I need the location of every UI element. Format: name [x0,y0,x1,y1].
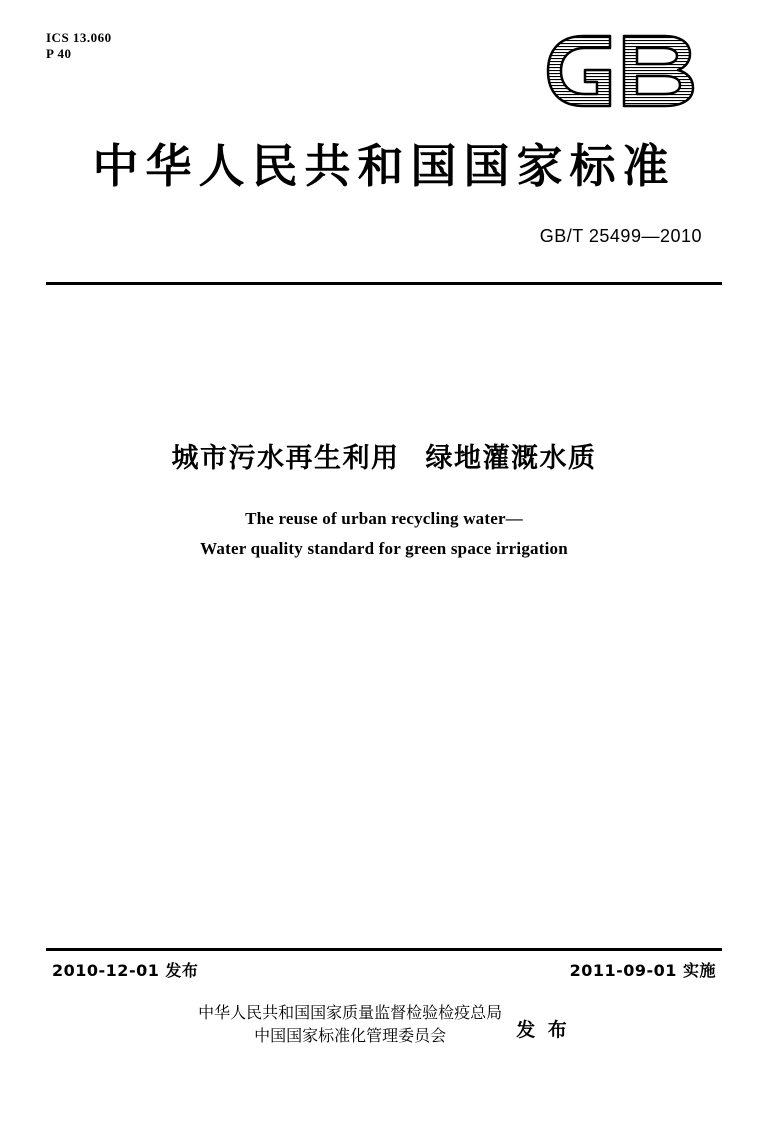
publisher-line2: 中国国家标准化管理委员会 [254,1028,447,1045]
standard-number: GB/T 25499—2010 [539,226,702,246]
issue-date: 2010-12-01 发布 [52,961,199,980]
publisher-line1: 中华人民共和国国家质量监督检验检疫总局 [198,1005,503,1022]
document-title-cn-part2: 绿地灌溉水质 [425,443,597,474]
ics-classification-block [46,30,112,62]
classification-code: P 40 [46,46,72,61]
top-divider [46,282,722,285]
publisher-names [198,1000,502,1046]
document-title-cn [0,436,768,475]
document-title-en [0,504,768,564]
bottom-divider [46,948,722,951]
national-standard-title: 中华人民共和国国家标准 [92,139,676,193]
document-title-cn-part1: 城市污水再生利用 [171,443,400,474]
document-title-en-line1: The reuse of urban recycling water— [245,509,523,528]
publish-verb: 发 布 [516,1019,570,1041]
publisher-block [0,1000,768,1046]
gb-logo-icon [540,28,720,114]
effective-date: 2011-09-01 实施 [569,961,716,980]
ics-code: ICS 13.060 [46,30,112,45]
document-title-en-line2: Water quality standard for green space irrigation [200,539,568,558]
